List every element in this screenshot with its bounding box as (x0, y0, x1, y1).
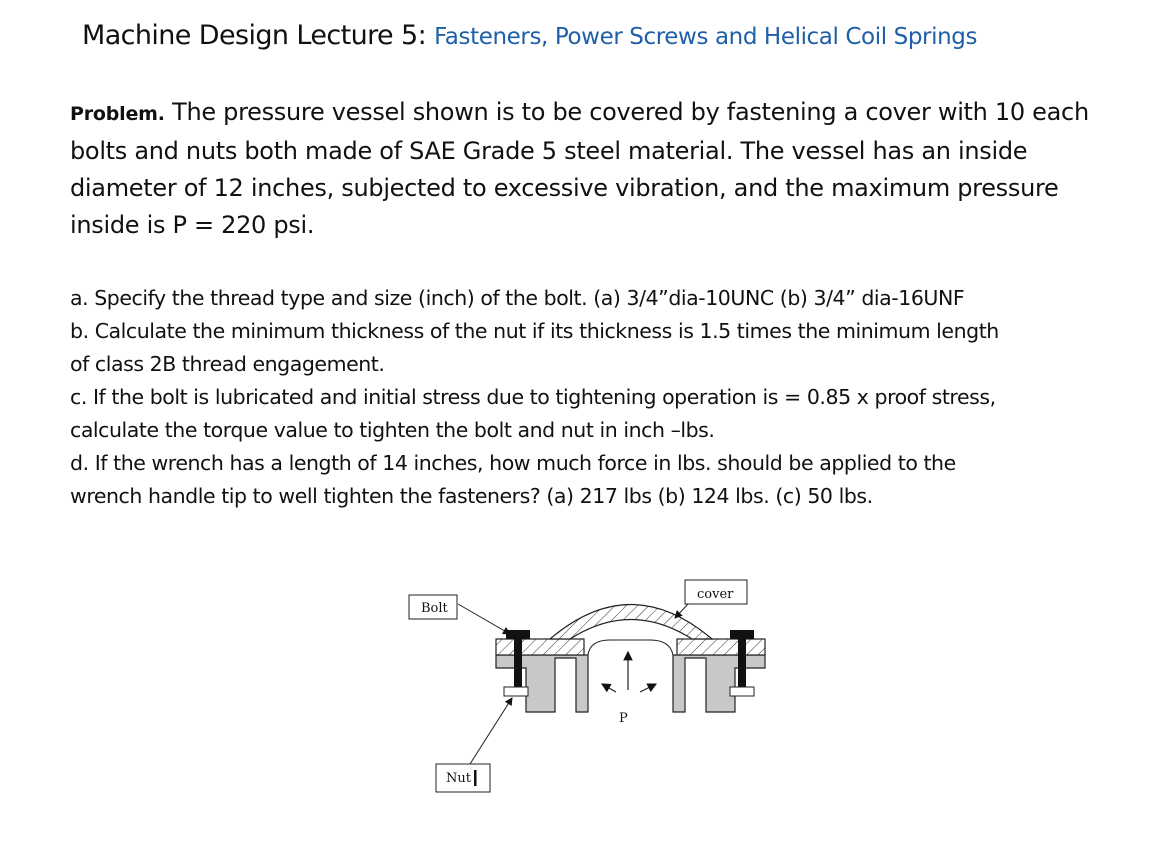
pressure-vessel-figure (400, 560, 780, 810)
cover-flange-right (677, 639, 765, 655)
bolt-label: Bolt (421, 601, 448, 616)
nut-label: Nut (446, 771, 471, 786)
cover-leader-line (675, 604, 688, 618)
problem-text: The pressure vessel shown is to be covered by fastening a cover with 10 each bolts and nuts both made of SAE Grade 5 steel material. The vessel has an inside diameter of 12 inches, subjected to excessive vibration, and the maximum pressure inside is P = 220 psi. (70, 98, 1089, 239)
vessel-opening (588, 640, 673, 655)
question-d-line1: d. If the wrench has a length of 14 inches, how much force in lbs. should be applied to the (70, 451, 956, 475)
pressure-label: P (619, 711, 628, 726)
title-subtitle: Fasteners, Power Screws and Helical Coil Springs (434, 24, 978, 50)
question-list (70, 282, 1140, 513)
cover-label: cover (697, 587, 734, 602)
question-d-line2: wrench handle tip to well tighten the fasteners? (a) 217 lbs (b) 124 lbs. (c) 50 lbs. (70, 484, 873, 508)
cover-flange-left (496, 639, 584, 655)
vessel-wall-right (673, 655, 765, 712)
nut-label-cursor (474, 770, 477, 786)
cover-dome (550, 605, 712, 640)
vessel-wall-left (496, 655, 588, 712)
nut-left (504, 687, 528, 696)
title-main: Machine Design Lecture 5: (82, 20, 435, 51)
lecture-title (82, 20, 977, 51)
bolt-leader-line (458, 604, 510, 634)
nut-right (730, 687, 754, 696)
nut-leader-line (470, 698, 512, 764)
pressure-arrow-right (640, 684, 656, 692)
problem-label: Problem. (70, 103, 165, 125)
question-c-line2: calculate the torque value to tighten the bolt and nut in inch –lbs. (70, 418, 715, 442)
question-b-line1: b. Calculate the minimum thickness of the nut if its thickness is 1.5 times the minimum length (70, 319, 999, 343)
problem-statement (70, 94, 1100, 244)
question-b-line2: of class 2B thread engagement. (70, 352, 385, 376)
question-a: a. Specify the thread type and size (inch) of the bolt. (a) 3/4”dia-10UNC (b) 3/4” dia-16UNF (70, 286, 965, 310)
pressure-vessel-diagram (400, 560, 780, 810)
pressure-arrow-left (602, 684, 616, 692)
question-c-line1: c. If the bolt is lubricated and initial stress due to tightening operation is = 0.85 x proof stress, (70, 385, 996, 409)
